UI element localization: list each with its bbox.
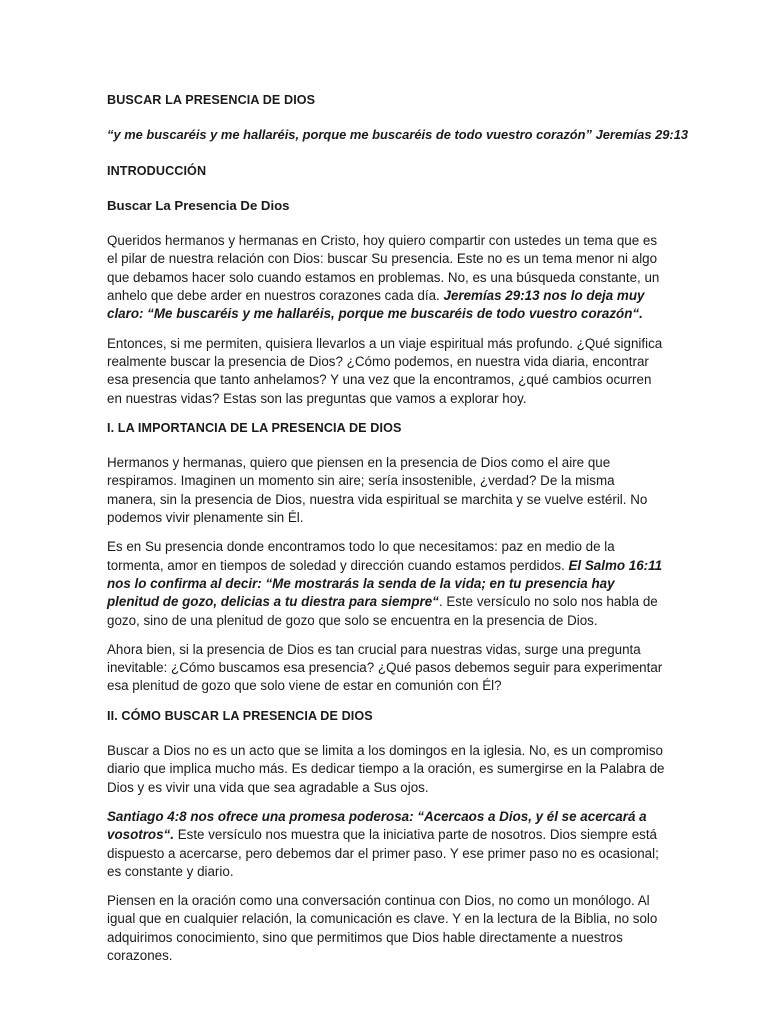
section-1-paragraph-2 xyxy=(107,538,665,629)
section-1-paragraph-2-text: Es en Su presencia donde encontramos todo lo que necesitamos: paz en medio de la tormenta, amor en tiempos de soledad y dirección cuando estamos perdidos. xyxy=(107,539,615,573)
intro-paragraph-1 xyxy=(107,232,665,323)
epigraph-quote: “y me buscaréis y me hallaréis, porque me buscaréis de todo vuestro corazón” Jeremías 29:13 xyxy=(107,127,689,143)
document-title: BUSCAR LA PRESENCIA DE DIOS xyxy=(107,93,316,107)
section-1-paragraph-2-tail: . Este versículo no solo nos habla de gozo, sino de una plenitud de gozo que solo se encuentra en la presencia de Dios. xyxy=(107,594,658,628)
document-page xyxy=(107,91,689,976)
section-2-paragraph-3: Piensen en la oración como una conversación continua con Dios, no como un monólogo. Al igual que en cualquier relación, la comunicación es clave. Y en la lectura de la Biblia, no solo adquirimos conocimiento, sino que permitimos que Dios hable directamente a nuestros corazones. xyxy=(107,893,658,963)
section-1-paragraph-1: Hermanos y hermanas, quiero que piensen en la presencia de Dios como el aire que respiramos. Imaginen un momento sin aire; sería insostenible, ¿verdad? De la misma manera, sin la presencia de Dios, nuestra vida espiritual se marchita y se vuelve estéril. No podemos vivir plenamente sin Él. xyxy=(107,455,648,526)
section-2-paragraph-2-scripture: Santiago 4:8 nos ofrece una promesa poderosa: “Acercaos a Dios, y él se acercará a vosotros“. xyxy=(107,808,647,843)
intro-subheading: Buscar La Presencia De Dios xyxy=(107,197,290,213)
section-2-heading: II. CÓMO BUSCAR LA PRESENCIA DE DIOS xyxy=(107,708,373,723)
intro-paragraph-2: Entonces, si me permiten, quisiera llevarlos a un viaje espiritual más profundo. ¿Qué significa realmente buscar la presencia de Dios? ¿Cómo podemos, en nuestra vida diaria, encontrar esa presencia que tanto anhelamos? Y una vez que la encontramos, ¿qué cambios ocurren en nuestras vidas? Estas son las preguntas que vamos a explorar hoy. xyxy=(107,335,663,406)
intro-paragraph-1-scripture: Jeremías 29:13 nos lo deja muy claro: “Me buscaréis y me hallaréis, porque me buscaréis de todo vuestro corazón“. xyxy=(107,288,645,322)
section-2-paragraph-2-tail: Este versículo nos muestra que la iniciativa parte de nosotros. Dios siempre está dispuesto a acercarse, pero debemos dar el primer paso. Y ese primer paso no es ocasional; es constante y diario. xyxy=(107,827,659,879)
section-2-paragraph-2 xyxy=(107,808,665,881)
section-2-paragraph-1: Buscar a Dios no es un acto que se limita a los domingos en la iglesia. No, es un compromiso diario que implica mucho más. Es dedicar tiempo a la oración, es sumergirse en la Palabra de Dios y es vivir una vida que sea agradable a Sus ojos. xyxy=(107,743,665,795)
section-1-heading: I. LA IMPORTANCIA DE LA PRESENCIA DE DIOS xyxy=(107,420,402,435)
intro-paragraph-1-text: Queridos hermanos y hermanas en Cristo, hoy quiero compartir con ustedes un tema que es el pilar de nuestra relación con Dios: buscar Su presencia. Este no es un tema menor ni algo que debamos hacer solo cuando estamos en problemas. No, es una búsqueda constante, un anhelo que debe arder en nuestros corazones cada día. xyxy=(107,233,660,304)
section-1-paragraph-2-scripture: El Salmo 16:11 nos lo confirma al decir: “Me mostrarás la senda de la vida; en tu presencia hay plenitud de gozo, delicias a tu diestra para siempre“ xyxy=(107,557,663,610)
intro-heading: INTRODUCCIÓN xyxy=(107,163,207,178)
section-1-paragraph-3: Ahora bien, si la presencia de Dios es tan crucial para nuestras vidas, surge una pregunta inevitable: ¿Cómo buscamos esa presencia? ¿Qué pasos debemos seguir para experimentar esa plenitud de gozo que solo viene de estar en comunión con Él? xyxy=(107,641,663,694)
